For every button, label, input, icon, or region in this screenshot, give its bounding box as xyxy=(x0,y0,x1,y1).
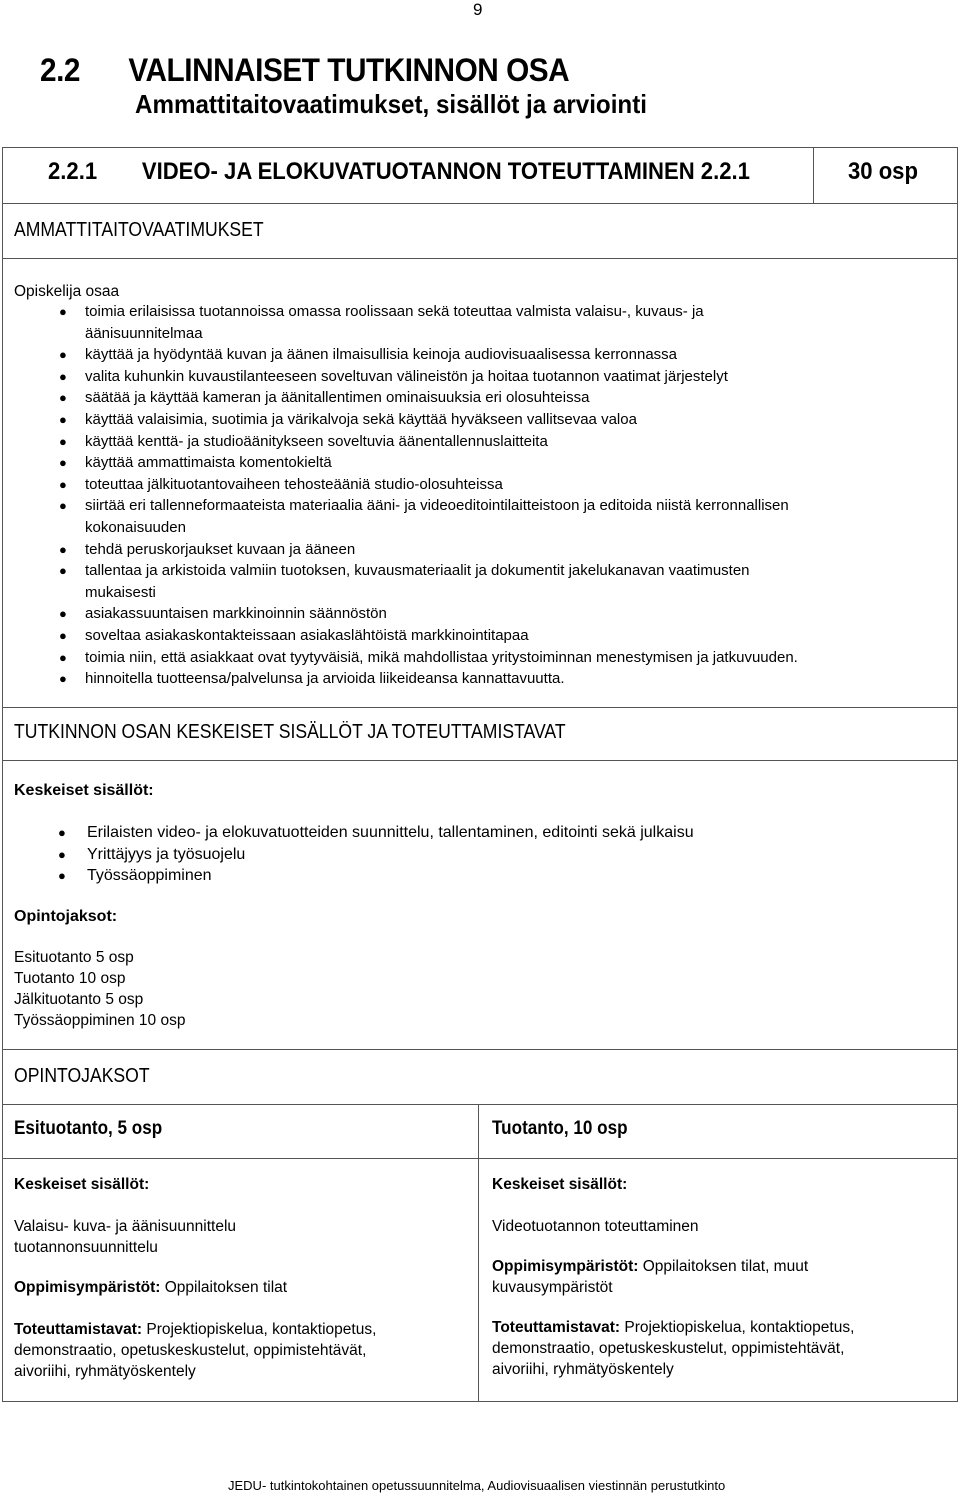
key-content-item xyxy=(14,844,694,866)
section-title: VALINNAISET TUTKINNON OSA xyxy=(128,52,570,88)
divider xyxy=(2,1104,958,1105)
bullet-icon: ● xyxy=(58,846,66,862)
requirement-item xyxy=(14,431,798,453)
left-methods-line: aivoriihi, ryhmätyöskentely xyxy=(14,1363,196,1380)
bullet-icon: ● xyxy=(59,476,67,492)
bullet-icon: ● xyxy=(59,390,67,406)
right-methods-label: Toteuttamistavat: xyxy=(492,1319,621,1336)
bullet-icon: ● xyxy=(59,304,67,319)
right-methods-line: aivoriihi, ryhmätyöskentely xyxy=(492,1361,674,1378)
requirement-text: kokonaisuuden xyxy=(85,518,186,536)
requirements-intro: Opiskelija osaa xyxy=(14,283,120,300)
left-methods-text: Projektiopiskelua, kontaktiopetus, xyxy=(142,1321,377,1338)
left-key-line: Valaisu- kuva- ja äänisuunnittelu xyxy=(14,1218,237,1235)
section-number: 2.2 xyxy=(40,52,80,88)
requirement-item xyxy=(14,668,798,690)
left-methods-label: Toteuttamistavat: xyxy=(14,1321,143,1338)
left-env-label: Oppimisympäristöt: xyxy=(14,1279,161,1296)
bullet-icon: ● xyxy=(59,498,67,514)
requirements-heading: AMMATTITAITOVAATIMUKSET xyxy=(14,219,264,241)
bullet-icon: ● xyxy=(59,606,67,622)
bullet-icon: ● xyxy=(59,649,67,665)
divider xyxy=(2,258,958,259)
right-methods-text: Projektiopiskelua, kontaktiopetus, xyxy=(620,1319,855,1336)
requirement-text: siirtää eri tallenneformaateista materiaalia ääni- ja videoeditointilaitteistoon ja editoida niistä kerronnallisen xyxy=(85,497,789,515)
requirement-text: toimia niin, että asiakkaat ovat tyytyväisiä, mikä mahdollistaa yritystoiminnan menestymisen ja jatkuvuuden. xyxy=(85,648,798,666)
period-item: Työssäoppiminen 10 osp xyxy=(14,1012,186,1029)
divider xyxy=(2,760,958,761)
divider xyxy=(478,1104,479,1402)
period-item: Tuotanto 10 osp xyxy=(14,970,126,987)
module-number: 2.2.1 xyxy=(48,158,98,185)
bullet-icon: ● xyxy=(58,868,66,883)
requirement-item-continued xyxy=(14,582,798,604)
bullet-icon: ● xyxy=(59,541,67,557)
module-credits: 30 osp xyxy=(848,158,918,185)
periods-list xyxy=(14,947,185,1031)
key-content-text: Erilaisten video- ja elokuvatuotteiden suunnittelu, tallentaminen, editointi sekä julkaisu xyxy=(87,824,694,841)
requirement-text: käyttää valaisimia, suotimia ja värikalvoja sekä käyttää hyväkseen vallitsevaa valoa xyxy=(85,410,637,428)
right-methods-line: demonstraatio, opetuskeskustelut, oppimistehtävät, xyxy=(492,1340,845,1357)
requirement-text: käyttää ja hyödyntää kuvan ja äänen ilmaisullisia keinoja audiovisuaalisessa kerronnassa xyxy=(85,346,678,364)
right-methods xyxy=(492,1317,932,1338)
left-key-label: Keskeiset sisällöt: xyxy=(14,1176,150,1193)
requirement-item xyxy=(14,366,798,388)
requirement-text: hinnoitella tuotteensa/palvelunsa ja arvioida liikeideansa kannattavuutta. xyxy=(85,670,565,688)
requirement-text: mukaisesti xyxy=(85,583,156,601)
requirement-item xyxy=(14,452,798,474)
right-period-body xyxy=(492,1174,932,1380)
requirement-text: käyttää ammattimaista komentokieltä xyxy=(85,454,332,472)
divider xyxy=(813,147,814,204)
requirement-item xyxy=(14,409,798,431)
right-period-title: Tuotanto, 10 osp xyxy=(492,1118,628,1139)
bullet-icon: ● xyxy=(59,563,67,579)
divider xyxy=(2,707,958,708)
periods-label: Opintojaksot: xyxy=(14,908,118,925)
requirement-item xyxy=(14,387,798,409)
requirement-item xyxy=(14,344,798,366)
requirement-item xyxy=(14,495,798,517)
requirement-text: tehdä peruskorjaukset kuvaan ja ääneen xyxy=(85,540,356,558)
requirement-item xyxy=(14,625,798,647)
requirement-text: asiakassuuntaisen markkinoinnin säännöstön xyxy=(85,605,387,623)
right-env-text: Oppilaitoksen tilat, muut xyxy=(638,1258,809,1275)
section-heading xyxy=(40,52,569,89)
divider xyxy=(2,203,958,204)
key-contents-list xyxy=(14,822,694,887)
right-key-label: Keskeiset sisällöt: xyxy=(492,1176,628,1193)
page-footer: JEDU- tutkintokohtainen opetussuunnitelma, Audiovisuaalisen viestinnän perustutkinto xyxy=(228,1478,726,1493)
requirement-text: toimia erilaisissa tuotannoissa omassa roolissaan sekä toteuttaa valmista valaisu-, kuvaus- ja xyxy=(85,303,704,320)
period-item: Jälkituotanto 5 osp xyxy=(14,991,144,1008)
requirement-text: toteuttaa jälkituotantovaiheen tehosteääniä studio-olosuhteissa xyxy=(85,475,503,493)
right-key-line: Videotuotannon toteuttaminen xyxy=(492,1218,699,1235)
module-title-text: VIDEO- JA ELOKUVATUOTANNON TOTEUTTAMINEN 2.2.1 xyxy=(141,158,750,185)
bullet-icon: ● xyxy=(59,433,67,449)
key-content-item xyxy=(14,865,694,887)
requirement-item xyxy=(14,603,798,625)
left-env xyxy=(14,1277,454,1298)
requirement-item xyxy=(14,647,798,669)
study-periods-heading: OPINTOJAKSOT xyxy=(14,1065,150,1087)
page-number: 9 xyxy=(473,0,483,19)
left-methods-line: demonstraatio, opetuskeskustelut, oppimistehtävät, xyxy=(14,1342,367,1359)
bullet-icon: ● xyxy=(59,411,67,427)
left-period-title: Esituotanto, 5 osp xyxy=(14,1118,163,1139)
left-env-text: Oppilaitoksen tilat xyxy=(160,1279,288,1296)
key-content-text: Työssäoppiminen xyxy=(87,867,212,884)
requirement-text: käyttää kenttä- ja studioäänitykseen soveltuvia äänentallennuslaitteita xyxy=(85,432,548,450)
requirement-item xyxy=(14,560,798,582)
requirement-item xyxy=(14,539,798,561)
divider xyxy=(2,1158,958,1159)
bullet-icon: ● xyxy=(59,627,67,643)
requirement-item xyxy=(14,474,798,496)
bullet-icon: ● xyxy=(59,671,67,687)
requirements-list xyxy=(14,301,798,690)
requirement-text: soveltaa asiakaskontakteissaan asiakaslähtöistä markkinointitapaa xyxy=(85,626,529,644)
requirement-text: säätää ja käyttää kameran ja äänitallentimen ominaisuuksia eri olosuhteissa xyxy=(85,389,590,407)
requirement-item-continued xyxy=(14,517,798,539)
right-env xyxy=(492,1256,932,1277)
bullet-icon: ● xyxy=(59,455,67,471)
bullet-icon: ● xyxy=(59,347,67,363)
right-env-line: kuvausympäristöt xyxy=(492,1279,613,1296)
right-env-label: Oppimisympäristöt: xyxy=(492,1258,639,1275)
requirement-text: valita kuhunkin kuvaustilanteeseen soveltuvan välineistön ja hoitaa tuotannon vaatimat järjestelyt xyxy=(85,367,728,385)
left-period-body xyxy=(14,1174,454,1382)
key-contents-label: Keskeiset sisällöt: xyxy=(14,782,154,799)
bullet-icon: ● xyxy=(58,825,66,840)
key-content-item xyxy=(14,822,694,844)
left-key-line: tuotannonsuunnittelu xyxy=(14,1239,158,1256)
divider xyxy=(2,1049,958,1050)
period-item: Esituotanto 5 osp xyxy=(14,949,134,966)
bullet-icon: ● xyxy=(59,368,67,384)
requirement-text: tallentaa ja arkistoida valmiin tuotoksen, kuvausmateriaalit ja dokumentit jakelukanavan vaatimusten xyxy=(85,562,750,580)
requirement-item xyxy=(14,301,798,323)
section-subtitle: Ammattitaitovaatimukset, sisällöt ja arviointi xyxy=(135,89,647,119)
key-content-text: Yrittäjyys ja työsuojelu xyxy=(87,845,246,863)
contents-heading: TUTKINNON OSAN KESKEISET SISÄLLÖT JA TOTEUTTAMISTAVAT xyxy=(14,721,566,743)
requirement-text: äänisuunnitelmaa xyxy=(85,324,203,342)
module-title xyxy=(48,158,750,186)
requirement-item-continued xyxy=(14,323,798,345)
left-methods xyxy=(14,1319,454,1340)
